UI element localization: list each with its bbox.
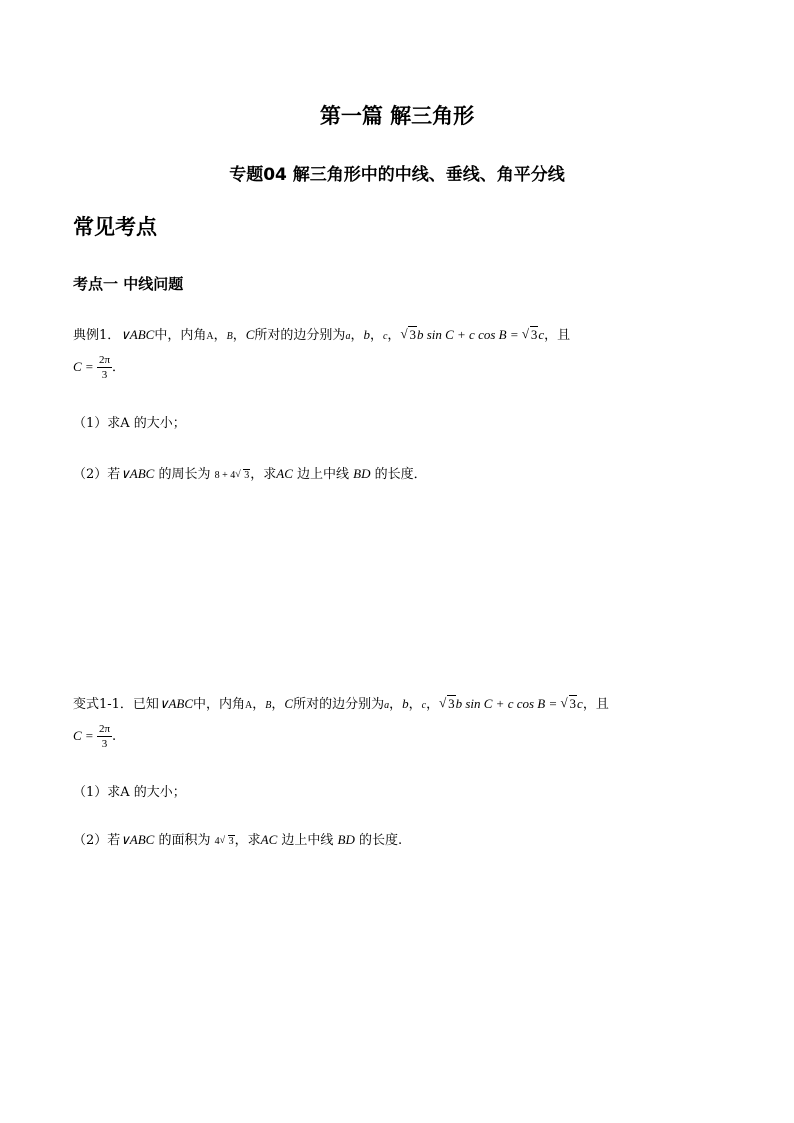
var-c: c (577, 696, 583, 711)
q2-text: 边上中线 (292, 467, 354, 482)
equation-body: b sin C + c cos B = (416, 327, 522, 342)
q2-text: 的面积为 (154, 833, 215, 848)
example1-question-2 (73, 463, 427, 482)
C-equals: C = (73, 359, 97, 374)
var-b: b (402, 696, 409, 711)
fraction (97, 722, 112, 751)
triangle-symbol: ∨ABC (120, 832, 155, 847)
q2-text: 边上中线 (277, 833, 338, 848)
sep: ， (252, 697, 266, 712)
sqrt-symbol (561, 696, 578, 712)
document-subtitle: 专题04 解三角形中的中线、垂线、角平分线 (229, 165, 565, 185)
example1-statement (73, 324, 570, 343)
variant1-label: 变式1-1．已知 (73, 697, 159, 712)
sqrt-radicand: 3 (228, 836, 234, 847)
period: ． (112, 360, 126, 375)
triangle-symbol: ∨ABC (120, 466, 155, 481)
fraction-numerator: 2π (98, 354, 111, 366)
segment-AC: AC (260, 832, 278, 847)
q2-text: 的周长为 (154, 467, 215, 482)
sqrt-radicand: 3 (409, 327, 416, 342)
var-c: c (538, 327, 545, 342)
fraction (97, 353, 112, 382)
variant1-text: ，且 (582, 697, 609, 712)
example1-text: ，且 (544, 328, 571, 343)
variant1-statement (73, 693, 609, 712)
perimeter-value: 8 + 4 (214, 470, 236, 481)
var-b: b (363, 327, 370, 342)
area-value: 4 (214, 836, 220, 847)
var-B: B (226, 331, 233, 342)
var-B: B (265, 700, 272, 711)
var-c: c (382, 331, 388, 342)
var-C: C (245, 327, 255, 342)
segment-BD: BD (353, 466, 371, 481)
example1-text: 所对的边分别为 (254, 328, 346, 343)
var-a: a (384, 700, 390, 711)
C-equals: C = (73, 728, 97, 743)
var-c: c (421, 700, 427, 711)
sqrt-radicand: 3 (530, 327, 538, 342)
example1-label: 典例1． (73, 328, 121, 343)
section-heading: 常见考点 (73, 215, 157, 239)
sqrt-radicand: 3 (569, 696, 577, 711)
var-C: C (284, 696, 294, 711)
sqrt-radicand: 3 (448, 696, 455, 711)
sep: ， (387, 328, 401, 343)
sep: ， (350, 328, 364, 343)
sep: ， (213, 328, 227, 343)
q2-text: ，求 (250, 467, 277, 482)
sep: ， (271, 697, 285, 712)
variant1-condition (73, 722, 116, 751)
topic-heading: 考点一 中线问题 (73, 275, 184, 293)
variant1-question-1: （1）求A 的大小； (73, 785, 186, 800)
sep: ， (369, 328, 383, 343)
q2-text: ，求 (234, 833, 261, 848)
triangle-symbol: ∨ABC (120, 327, 155, 342)
variant1-question-2 (73, 829, 402, 848)
q2-prefix: （2）若 (73, 467, 121, 482)
segment-BD: BD (337, 832, 355, 847)
var-A: A (206, 331, 214, 342)
sqrt-symbol (400, 327, 417, 343)
sep: ， (426, 697, 440, 712)
variant1-text: 中，内角 (193, 697, 246, 712)
sep: ， (389, 697, 403, 712)
sqrt-symbol (220, 836, 235, 847)
q2-text: 的长度. (354, 833, 403, 848)
example1-condition (73, 353, 125, 382)
var-a: a (345, 331, 351, 342)
fraction-denominator: 3 (101, 738, 108, 750)
triangle-symbol: ∨ABC (158, 696, 194, 711)
variant1-text: 所对的边分别为 (293, 697, 385, 712)
sep: ， (232, 328, 246, 343)
var-A: A (245, 700, 253, 711)
q2-prefix: （2）若 (73, 833, 121, 848)
segment-AC: AC (276, 466, 293, 481)
fraction-denominator: 3 (101, 369, 108, 381)
sep: ， (408, 697, 422, 712)
period: . (112, 729, 117, 744)
sqrt-radicand: 3 (244, 470, 250, 481)
example1-text: 中，内角 (154, 328, 207, 343)
equation-body: b sin C + c cos B = (455, 696, 561, 711)
sqrt-symbol (235, 470, 250, 481)
sqrt-symbol (439, 696, 456, 712)
sqrt-symbol (522, 327, 539, 343)
document-title: 第一篇 解三角形 (319, 104, 475, 128)
fraction-numerator: 2π (98, 723, 111, 735)
q2-text: 的长度． (370, 467, 427, 482)
example1-question-1: （1）求A 的大小； (73, 416, 186, 431)
